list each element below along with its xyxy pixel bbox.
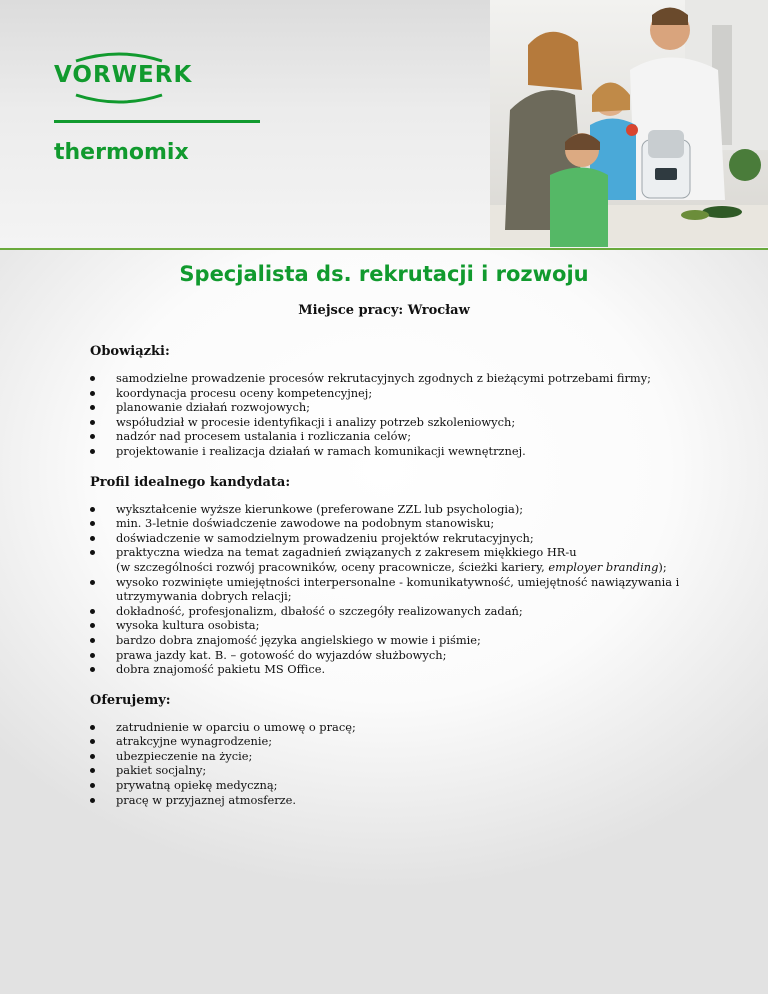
list-item: min. 3-letnie doświadczenie zawodowe na podobnym stanowisku; xyxy=(90,516,690,531)
list-item: ubezpieczenie na życie; xyxy=(90,749,690,764)
list-item: prywatną opiekę medyczną; xyxy=(90,778,690,793)
job-title: Specjalista ds. rekrutacji i rozwoju xyxy=(179,262,589,286)
hr-detail-prefix: (w szczególności rozwój pracowników, oceny pracownicze, ścieżki kariery, xyxy=(116,559,549,574)
list-item: nadzór nad procesem ustalania i rozliczania celów; xyxy=(90,429,690,444)
brand-divider xyxy=(54,120,260,123)
list-item: bardzo dobra znajomość języka angielskiego w mowie i piśmie; xyxy=(90,633,690,648)
job-location: Miejsce pracy: Wrocław xyxy=(298,303,470,318)
list-item-text: praktyczna wiedza na temat zagadnień związanych z zakresem miękkiego HR-u xyxy=(116,545,577,560)
vorwerk-wordmark: VORWERK xyxy=(54,62,193,88)
list-item: planowanie działań rozwojowych; xyxy=(90,400,690,415)
profile-list xyxy=(90,502,690,677)
duties-list xyxy=(90,371,690,459)
section-heading: Oferujemy: xyxy=(90,692,171,708)
offer-list xyxy=(90,720,690,808)
list-item: koordynacja procesu oceny kompetencyjnej; xyxy=(90,386,690,401)
list-item: zatrudnienie w oparciu o umowę o pracę; xyxy=(90,720,690,735)
list-item: wysoko rozwinięte umiejętności interpersonalne - komunikatywność, umiejętność nawiązywania i utrzymywania dobrych relacji; xyxy=(90,575,690,604)
list-item: atrakcyjne wynagrodzenie; xyxy=(90,734,690,749)
list-item: dobra znajomość pakietu MS Office. xyxy=(90,662,690,677)
hr-detail-suffix: ); xyxy=(658,559,667,574)
list-item: doświadczenie w samodzielnym prowadzeniu projektów rekrutacyjnych; xyxy=(90,531,690,546)
list-item: wysoka kultura osobista; xyxy=(90,618,690,633)
section-heading: Profil idealnego kandydata: xyxy=(90,474,291,490)
list-item: prawa jazdy kat. B. – gotowość do wyjazdów służbowych; xyxy=(90,648,690,663)
list-item: projektowanie i realizacja działań w ramach komunikacji wewnętrznej. xyxy=(90,444,690,459)
list-item: pracę w przyjaznej atmosferze. xyxy=(90,793,690,808)
list-item: samodzielne prowadzenie procesów rekrutacyjnych zgodnych z bieżącymi potrzebami firmy; xyxy=(90,371,690,386)
list-item: dokładność, profesjonalizm, dbałość o szczegóły realizowanych zadań; xyxy=(90,604,690,619)
section-profile xyxy=(90,475,690,677)
list-item: współudział w procesie identyfikacji i analizy potrzeb szkoleniowych; xyxy=(90,415,690,430)
list-item xyxy=(90,545,690,574)
header-banner xyxy=(0,0,768,250)
list-item: pakiet socjalny; xyxy=(90,763,690,778)
vorwerk-logo xyxy=(54,52,193,104)
hr-detail-italic: employer branding xyxy=(548,559,659,574)
family-kitchen-photo xyxy=(490,0,768,247)
section-offer xyxy=(90,693,690,808)
job-content xyxy=(90,344,690,823)
thermomix-logo: thermomix xyxy=(54,140,189,165)
section-duties xyxy=(90,344,690,459)
list-item: wykształcenie wyższe kierunkowe (preferowane ZZL lub psychologia); xyxy=(90,502,690,517)
section-heading: Obowiązki: xyxy=(90,344,170,359)
